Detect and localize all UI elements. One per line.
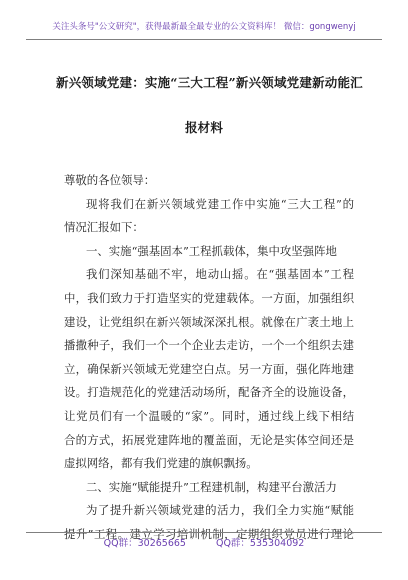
document-body xyxy=(64,169,354,547)
document-title-line-2: 报材料 xyxy=(184,120,224,135)
paragraph-line: 让党员们有一个温暖的“家”。同时，通过线上线下相结 xyxy=(64,408,354,423)
paragraph-line: 设。打造规范化的党建活动场所，配备齐全的设施设备， xyxy=(64,385,354,400)
paragraph-line: 播撒种子，我们一个一个企业去走访，一个一个组织去建 xyxy=(64,338,354,353)
footer-divider xyxy=(26,532,382,533)
paragraph-line: 虚拟网络，都有我们党建的旗帜飘扬。 xyxy=(64,456,258,471)
paragraph-line: 提升”工程。建立学习培训机制，定期组织党员进行理论 xyxy=(64,526,354,541)
header-notice[interactable]: 关注头条号"公文研究"，获得最新最全最专业的公文资料库！ 微信：gongwenyj xyxy=(52,22,356,32)
document-title-line-1: 新兴领域党建：实施“三大工程”新兴领域党建新动能汇 xyxy=(56,75,363,90)
paragraph-line: 立，确保新兴领域无党建空白点。另一方面，强化阵地建 xyxy=(64,361,354,376)
paragraph-line: 合的方式，拓展党建阵地的覆盖面，无论是实体空间还是 xyxy=(64,432,354,447)
paragraph-line: 建设，让党组织在新兴领域深深扎根。就像在广袤土地上 xyxy=(64,314,354,329)
footer-qq-group-2[interactable]: QQ群：535304092 xyxy=(215,538,305,549)
section-heading: 一、实施“强基固本”工程抓载体，集中攻坚强阵地 xyxy=(86,243,337,258)
paragraph-line: 我们深知基础不牢，地动山摇。在“强基固本”工程 xyxy=(86,267,354,282)
salutation: 尊敬的各位领导： xyxy=(64,173,156,187)
footer-qq-group-1[interactable]: QQ群：30265665 xyxy=(103,538,186,549)
header-divider xyxy=(26,39,382,40)
footer xyxy=(0,535,408,551)
paragraph-line: 现将我们在新兴领域党建工作中实施“三大工程”的 xyxy=(86,196,354,211)
paragraph-line: 情况汇报如下： xyxy=(64,220,144,235)
section-heading: 二、实施“赋能提升”工程建机制，构建平台激活力 xyxy=(86,479,337,494)
paragraph-line: 中，我们致力于打造坚实的党建载体。一方面，加强组织 xyxy=(64,290,354,305)
paragraph-line: 为了提升新兴领域党建的活力，我们全力实施“赋能 xyxy=(86,503,354,518)
